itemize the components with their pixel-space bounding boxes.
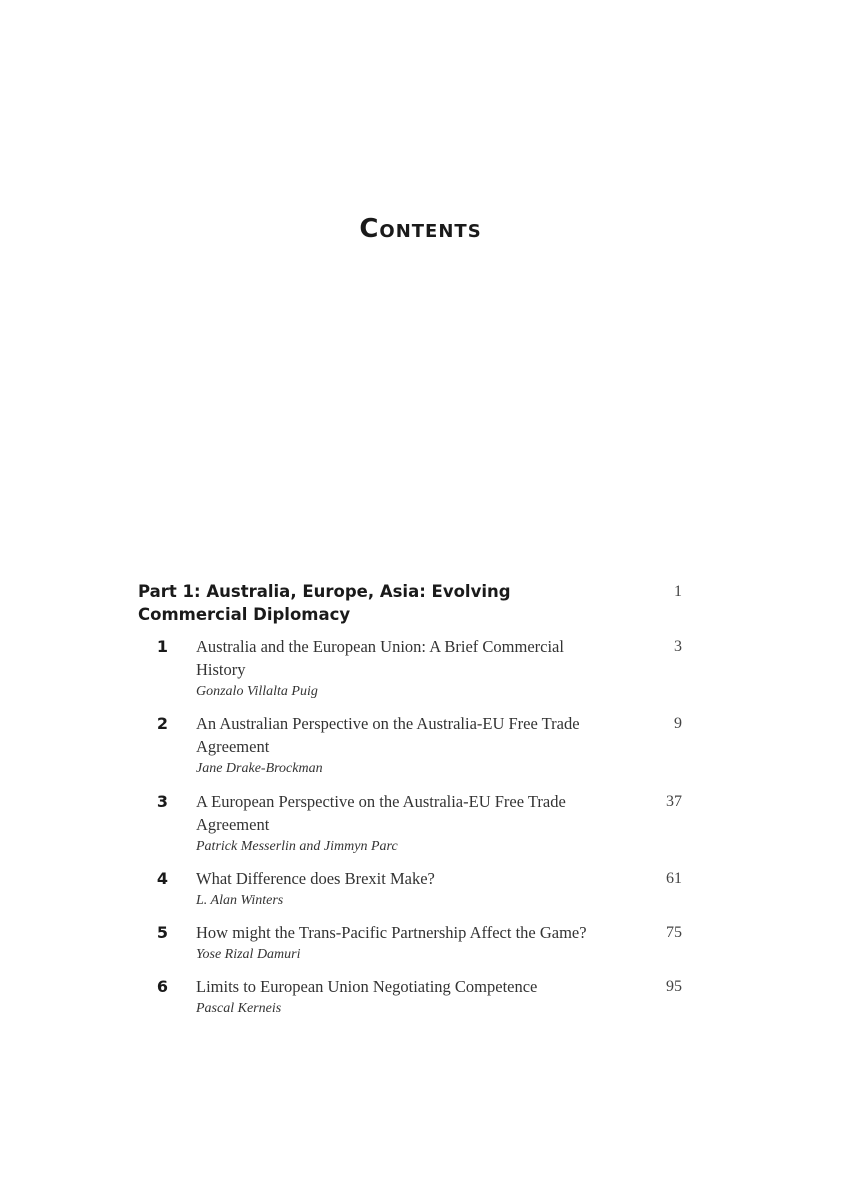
chapter-number: 4: [156, 869, 168, 888]
chapter-title: An Australian Perspective on the Australia-EU Free Trade Agreement: [196, 714, 580, 756]
chapter-title: How might the Trans-Pacific Partnership Affect the Game?: [196, 923, 587, 942]
chapter-author: Pascal Kerneis: [196, 1001, 282, 1016]
chapter-author: Jane Drake-Brockman: [196, 761, 323, 776]
chapter-page-number: 95: [666, 978, 682, 995]
chapter-title: What Difference does Brexit Make?: [196, 869, 435, 888]
chapter-page-number: 3: [674, 638, 682, 655]
chapter-number: 6: [156, 977, 168, 996]
chapter-title: A European Perspective on the Australia-EU Free Trade Agreement: [196, 792, 566, 834]
chapter-page-number: 61: [666, 870, 682, 887]
chapter-number: 5: [156, 923, 168, 942]
chapter-author: Yose Rizal Damuri: [196, 947, 301, 962]
chapter-title: Australia and the European Union: A Brief Commercial History: [196, 637, 564, 679]
chapter-author: L. Alan Winters: [196, 893, 284, 908]
part-page-number: 1: [674, 583, 682, 600]
chapter-number: 3: [156, 792, 168, 811]
chapter-page-number: 37: [666, 793, 682, 810]
chapter-page-number: 75: [666, 924, 682, 941]
chapter-number: 2: [156, 714, 168, 733]
chapter-author: Gonzalo Villalta Puig: [196, 684, 318, 699]
chapter-author: Patrick Messerlin and Jimmyn Parc: [196, 839, 398, 854]
chapter-page-number: 9: [674, 715, 682, 732]
part-heading: Part 1: Australia, Europe, Asia: Evolving Commercial Diplomacy: [138, 582, 511, 624]
chapter-number: 1: [156, 637, 168, 656]
chapter-title: Limits to European Union Negotiating Competence: [196, 977, 538, 996]
page-title: Contents: [359, 214, 482, 244]
